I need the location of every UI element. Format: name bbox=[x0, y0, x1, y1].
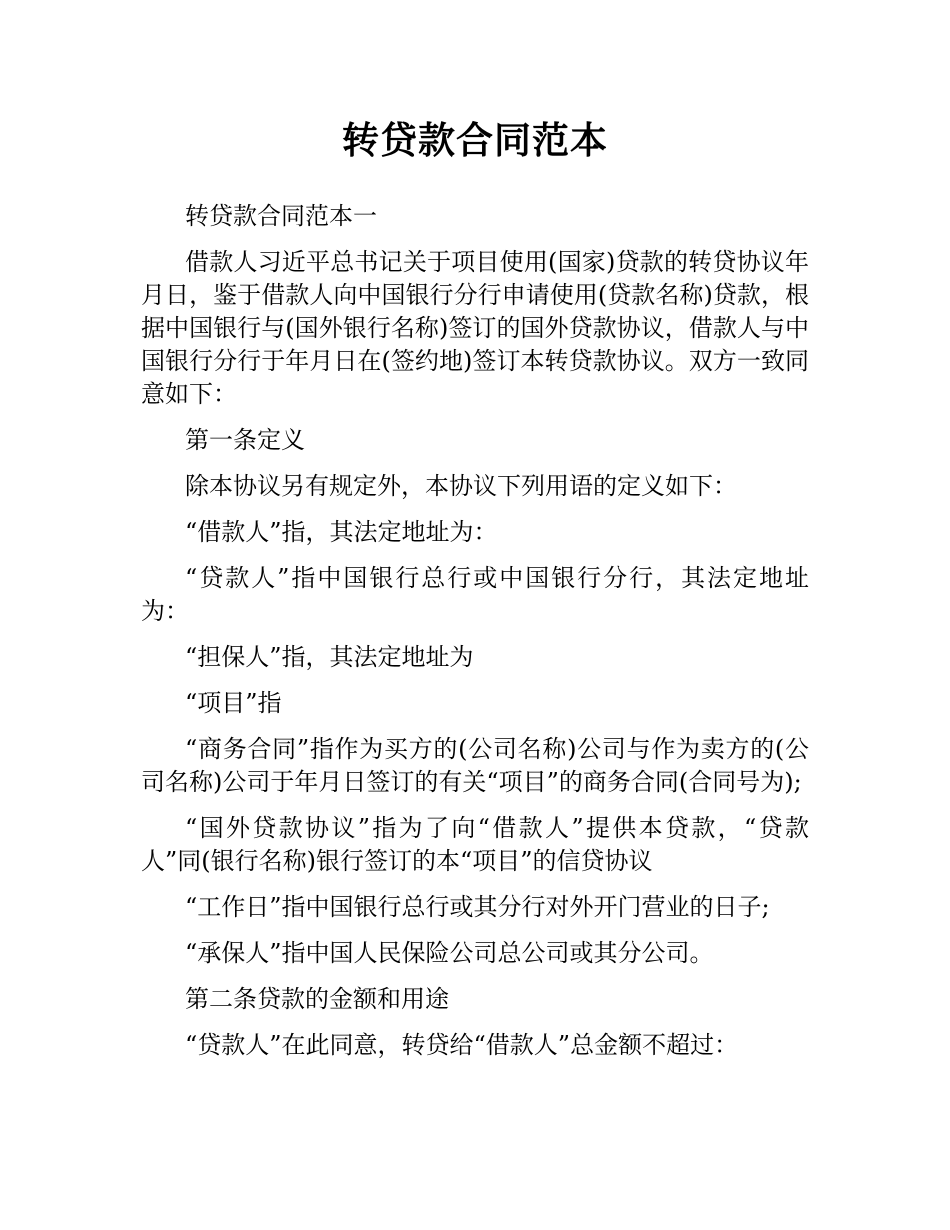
definition-item: “承保人”指中国人民保险公司总公司或其分公司。 bbox=[185, 939, 714, 967]
paragraph: “贷款人”在此同意，转贷给“借款人”总金额不超过： bbox=[185, 1031, 739, 1059]
definition-item: “项目”指 bbox=[185, 689, 282, 717]
definition-item: “工作日”指中国银行总行或其分行对外开门营业的日子; bbox=[185, 893, 770, 921]
definition-item: “借款人”指，其法定地址为： bbox=[185, 518, 498, 546]
article-heading: 第二条贷款的金额和用途 bbox=[185, 985, 449, 1013]
paragraph: 除本协议另有规定外，本协议下列用语的定义如下： bbox=[185, 472, 737, 500]
document-body bbox=[141, 200, 809, 1075]
definition-item: “商务合同”指作为买方的(公司名称)公司与作为卖方的(公司名称)公司于年月日签订的有关“项目”的商务合同(合同号为); bbox=[141, 735, 809, 796]
definition-item: “国外贷款协议”指为了向“借款人”提供本贷款，“贷款人”同(银行名称)银行签订的本“项目”的信贷协议 bbox=[141, 814, 809, 875]
section-heading: 转贷款合同范本一 bbox=[185, 202, 377, 230]
preamble-paragraph: 借款人习近平总书记关于项目使用(国家)贷款的转贷协议年月日，鉴于借款人向中国银行分行申请使用(贷款名称)贷款，根据中国银行与(国外银行名称)签订的国外贷款协议，借款人与中国银行分行于年月日在(签约地)签订本转贷款协议。双方一致同意如下： bbox=[141, 248, 809, 408]
document-title: 转贷款合同范本 bbox=[342, 119, 608, 162]
definition-item: “贷款人”指中国银行总行或中国银行分行，其法定地址为： bbox=[141, 564, 809, 625]
article-heading: 第一条定义 bbox=[185, 426, 305, 454]
definition-item: “担保人”指，其法定地址为 bbox=[185, 643, 474, 671]
